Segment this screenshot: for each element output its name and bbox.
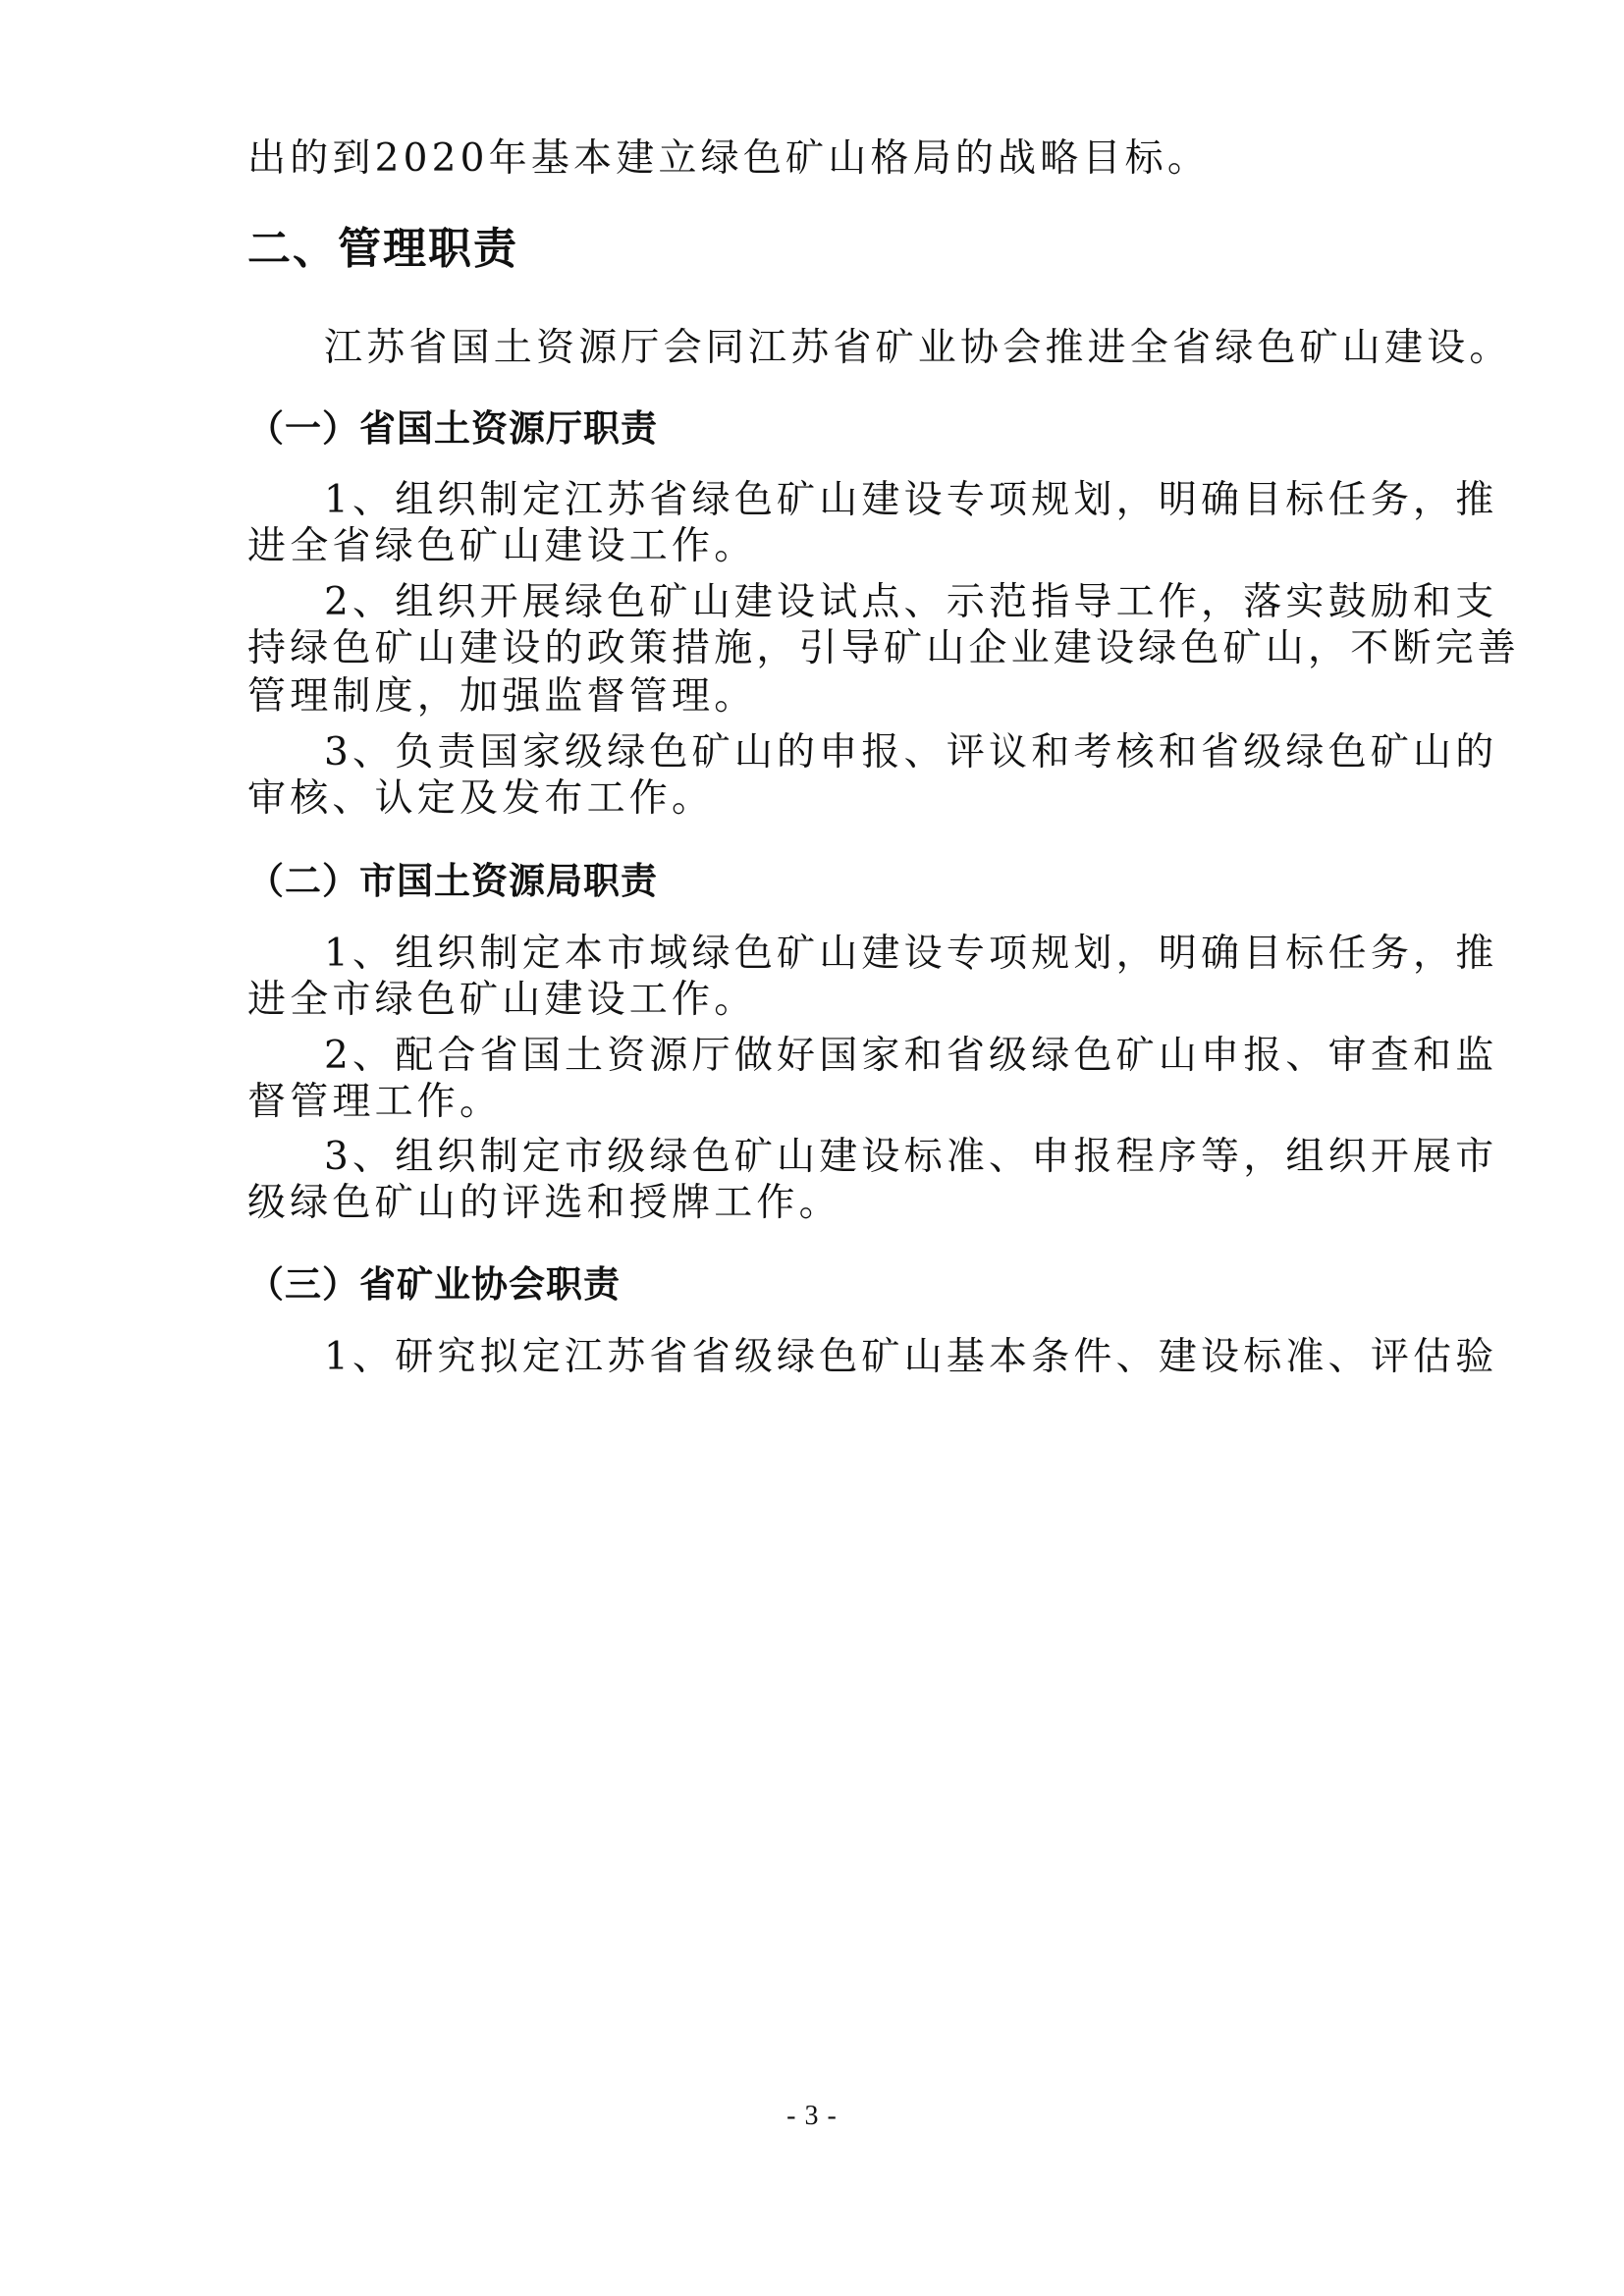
- body-text-line: 2、配合省国土资源厅做好国家和省级绿色矿山申报、审查和监: [324, 1034, 1498, 1078]
- subsection-heading: （一）省国土资源厅职责: [247, 407, 658, 450]
- section-heading: 二、管理职责: [247, 224, 518, 274]
- subsection-heading: （二）市国土资源局职责: [247, 860, 658, 902]
- body-text-line: 持绿色矿山建设的政策措施，引导矿山企业建设绿色矿山，不断完善: [247, 626, 1521, 670]
- body-text-line: 督管理工作。: [247, 1080, 503, 1124]
- body-text-line: 3、负责国家级绿色矿山的申报、评议和考核和省级绿色矿山的: [324, 730, 1498, 774]
- subsection-heading: （三）省矿业协会职责: [247, 1263, 621, 1306]
- body-text-line: 2、组织开展绿色矿山建设试点、示范指导工作，落实鼓励和支: [324, 580, 1498, 624]
- body-text-line: 进全省绿色矿山建设工作。: [247, 524, 757, 568]
- body-text-line: 级绿色矿山的评选和授牌工作。: [247, 1181, 841, 1225]
- body-text-line: 1、研究拟定江苏省省级绿色矿山基本条件、建设标准、评估验: [324, 1335, 1498, 1379]
- body-text-line: 1、组织制定江苏省绿色矿山建设专项规划，明确目标任务，推: [324, 478, 1498, 522]
- body-text-line: 1、组织制定本市域绿色矿山建设专项规划，明确目标任务，推: [324, 932, 1498, 976]
- page-number: - 3 -: [786, 2101, 838, 2131]
- body-text-line: 出的到2020年基本建立绿色矿山格局的战略目标。: [247, 136, 1211, 181]
- body-text-line: 管理制度，加强监督管理。: [247, 674, 757, 719]
- body-text-line: 进全市绿色矿山建设工作。: [247, 978, 757, 1022]
- intro-paragraph: 江苏省国土资源厅会同江苏省矿业协会推进全省绿色矿山建设。: [324, 326, 1512, 370]
- body-text-line: 审核、认定及发布工作。: [247, 776, 715, 821]
- body-text-line: 3、组织制定市级绿色矿山建设标准、申报程序等，组织开展市: [324, 1135, 1498, 1179]
